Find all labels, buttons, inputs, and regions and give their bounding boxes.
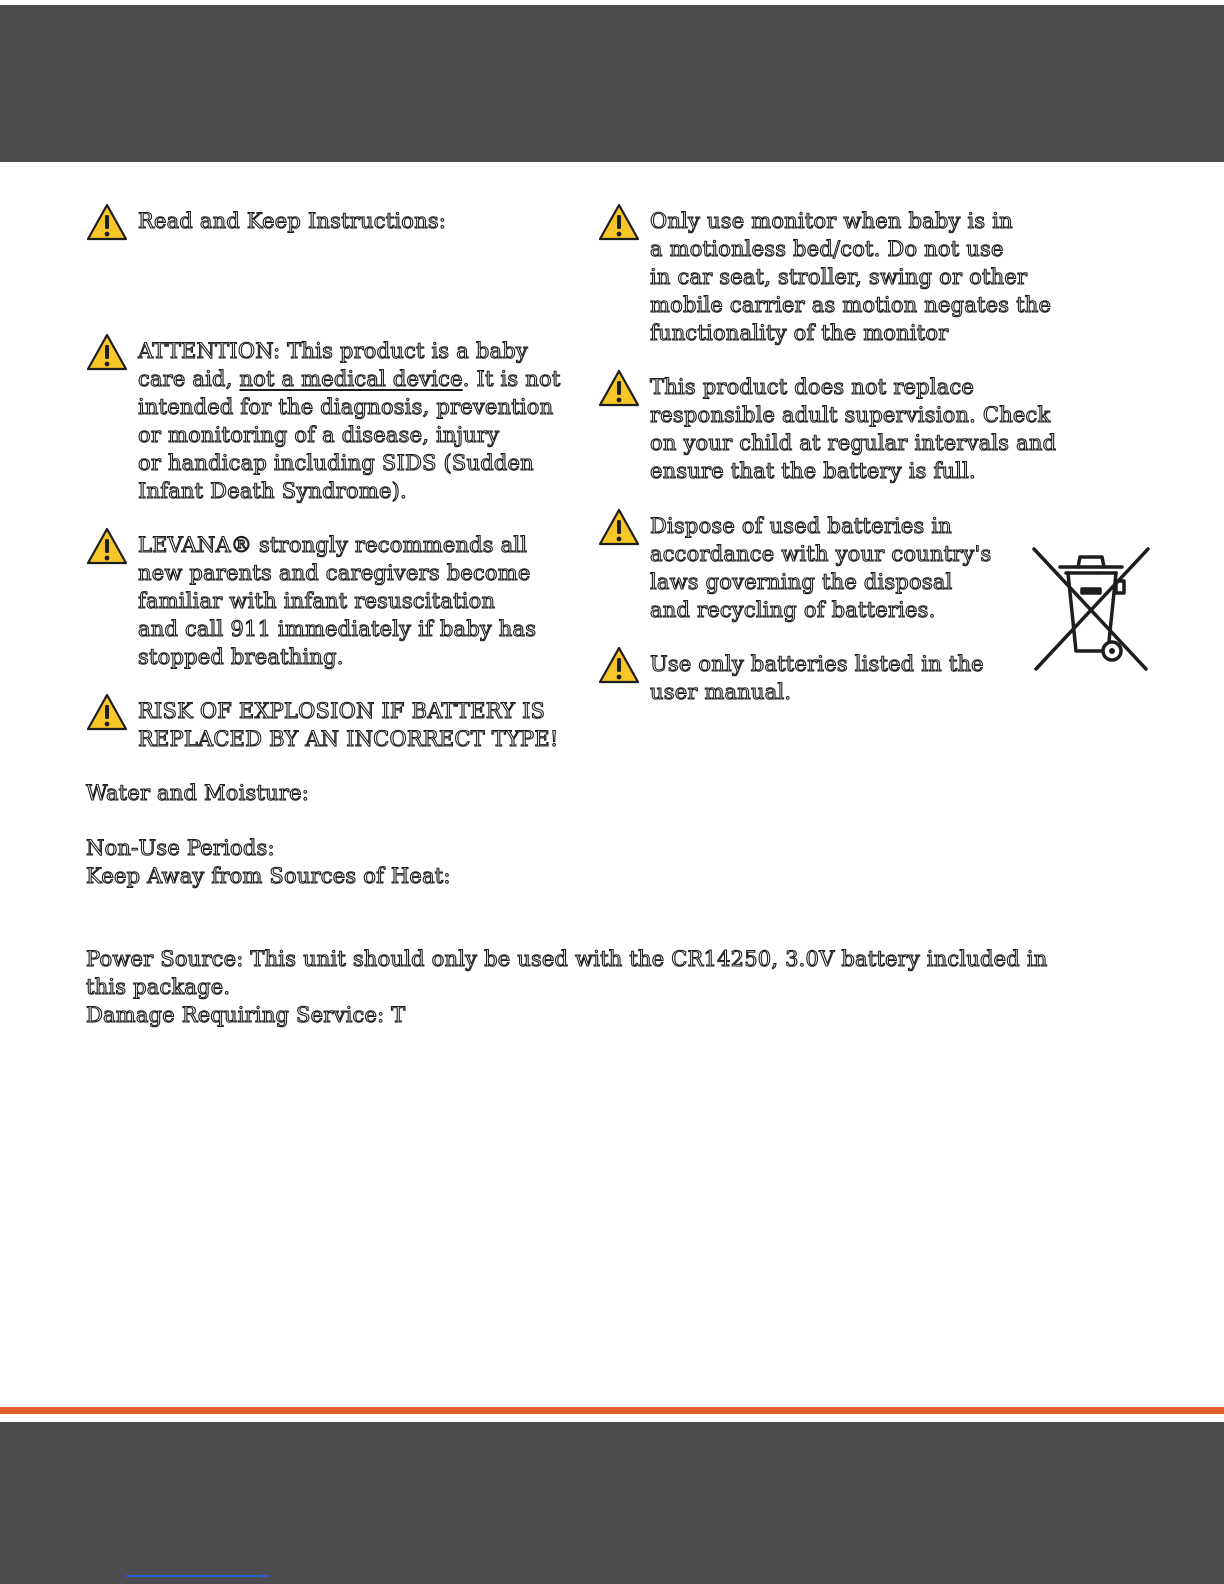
warning-text [650, 650, 984, 706]
footer-link-underline[interactable] [126, 1575, 268, 1577]
warning-line: in car seat, stroller, swing or other [650, 265, 1028, 289]
warning-line: mobile carrier as motion negates the [650, 293, 1052, 317]
warning-triangle-icon [86, 527, 128, 565]
warning-line: accordance with your country's [650, 542, 992, 566]
warning-line: user manual. [650, 680, 792, 704]
warning-line: Use only batteries listed in the [650, 652, 984, 676]
warning-line: or monitoring of a disease, injury [138, 423, 500, 447]
warning-line: Read and Keep Instructions: [138, 209, 447, 233]
warning-triangle-icon [598, 369, 640, 407]
warning-triangle-icon [598, 508, 640, 546]
footer-band [0, 1422, 1224, 1584]
warning-line: care aid, not a medical device. It is not [138, 367, 561, 391]
warning-line: responsible adult supervision. Check [650, 403, 1051, 427]
warning-text [650, 207, 1051, 347]
warning-line: LEVANA® strongly recommends all [138, 533, 528, 557]
warning-line: This product does not replace [650, 375, 975, 399]
warning-line: REPLACED BY AN INCORRECT TYPE! [138, 727, 559, 751]
warning-text [138, 697, 559, 753]
warning-triangle-icon [86, 693, 128, 731]
warning-line: new parents and caregivers become [138, 561, 531, 585]
warning-line: Dispose of used batteries in [650, 514, 952, 538]
warning-line: or handicap including SIDS (Sudden [138, 451, 534, 475]
warning-line: on your child at regular intervals and [650, 431, 1057, 455]
warning-line: Only use monitor when baby is in [650, 209, 1013, 233]
warning-line: functionality of the monitor [650, 321, 949, 345]
power-source-text: Power Source: This unit should only be used with the CR14250, 3.0V battery included in [86, 947, 1048, 971]
warning-text [138, 531, 536, 671]
crossed-out-wheelie-bin-icon [1030, 545, 1152, 675]
warning-line: a motionless bed/cot. Do not use [650, 237, 1004, 261]
warning-line: ensure that the battery is full. [650, 459, 976, 483]
warning-triangle-icon [598, 203, 640, 241]
warning-text [650, 373, 1056, 485]
header-band [0, 5, 1224, 162]
underlined-phrase: not a medical device [239, 367, 463, 391]
damage-service-heading: Damage Requiring Service: T [86, 1003, 406, 1027]
warning-line: ATTENTION: This product is a baby [138, 339, 528, 363]
warning-line: Infant Death Syndrome). [138, 479, 407, 503]
warning-triangle-icon [86, 333, 128, 371]
warning-line: RISK OF EXPLOSION IF BATTERY IS [138, 699, 546, 723]
warning-line: stopped breathing. [138, 645, 344, 669]
footer-accent-rule [0, 1407, 1224, 1414]
power-source-text-cont: this package. [86, 975, 231, 999]
warning-text [138, 337, 561, 505]
warning-line: and recycling of batteries. [650, 598, 936, 622]
warning-triangle-icon [86, 203, 128, 241]
warning-line: laws governing the disposal [650, 570, 953, 594]
warning-line: familiar with infant resuscitation [138, 589, 496, 613]
heat-sources-heading: Keep Away from Sources of Heat: [86, 864, 451, 888]
warning-text [650, 512, 992, 624]
water-moisture-heading: Water and Moisture: [86, 781, 309, 805]
non-use-periods-heading: Non-Use Periods: [86, 836, 275, 860]
warning-triangle-icon [598, 646, 640, 684]
warning-text [138, 207, 446, 235]
warning-line: intended for the diagnosis, prevention [138, 395, 554, 419]
warning-line: and call 911 immediately if baby has [138, 617, 537, 641]
